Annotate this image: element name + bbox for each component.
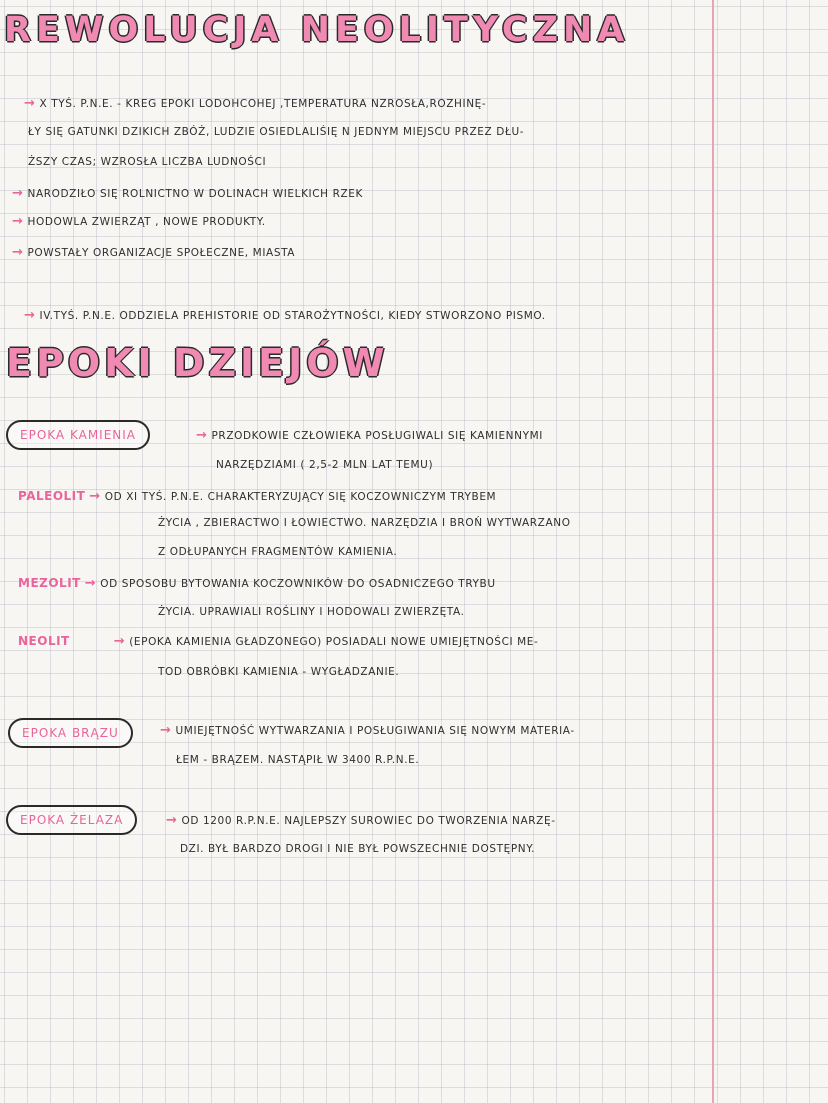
neolit-label: NEOLIT — [18, 634, 70, 648]
neolit-line-2: TOD OBRÓBKI KAMIENIA - WYGŁADZANIE. — [158, 666, 400, 678]
stone-line-2: NARZĘDZIAMI ( 2,5-2 MLN LAT TEMU) — [216, 459, 434, 471]
arrow-icon: → — [12, 214, 24, 229]
intro-line-3: ŻSZY CZAS; WZROSŁA LICZBA LUDNOŚCI — [28, 156, 267, 168]
intro-bullet-3: → POWSTAŁY ORGANIZACJE SPOŁECZNE, MIASTA — [12, 245, 296, 260]
neolit-line-1: NEOLIT → (EPOKA KAMIENIA GŁADZONEGO) POSIADALI NOWE UMIEJĘTNOŚCI ME- — [18, 634, 539, 649]
epoch-bronze-cloud: EPOKA BRĄZU — [8, 718, 133, 748]
paleolit-line-3: Z ODŁUPANYCH FRAGMENTÓW KAMIENIA. — [158, 546, 398, 558]
intro-bullet-2: → HODOWLA ZWIERZĄT , NOWE PRODUKTY. — [12, 214, 266, 229]
mezolit-line-1: MEZOLIT → OD SPOSOBU BYTOWANIA KOCZOWNIKÓW DO OSADNICZEGO TRYBU — [18, 576, 496, 591]
arrow-icon: → — [12, 245, 24, 260]
iron-line-1: → OD 1200 R.P.N.E. NAJLEPSZY SUROWIEC DO TWORZENIA NARZĘ- — [166, 813, 556, 828]
bronze-line-1: → UMIEJĘTNOŚĆ WYTWARZANIA I POSŁUGIWANIA SIĘ NOWYM MATERIA- — [160, 723, 575, 738]
arrow-icon: → — [24, 308, 36, 323]
mezolit-label: MEZOLIT — [18, 576, 81, 590]
bronze-line-2: ŁEM - BRĄZEM. NASTĄPIŁ W 3400 R.P.N.E. — [176, 754, 420, 766]
arrow-icon: → — [160, 723, 172, 738]
intro-bullet-1: → NARODZIŁO SIĘ ROLNICTNO W DOLINACH WIELKICH RZEK — [12, 186, 364, 201]
intro-bullet-4: → IV.TYŚ. P.N.E. ODDZIELA PREHISTORIE OD STAROŻYTNOŚCI, KIEDY STWORZONO PISMO. — [24, 308, 546, 323]
iron-line-2: DZI. BYŁ BARDZO DROGI I NIE BYŁ POWSZECHNIE DOSTĘPNY. — [180, 843, 536, 855]
paleolit-line-1: PALEOLIT → OD XI TYŚ. P.N.E. CHARAKTERYZUJĄCY SIĘ KOCZOWNICZYM TRYBEM — [18, 489, 497, 504]
notebook-margin-line — [712, 0, 714, 1103]
section-title: EPOKI DZIEJÓW — [6, 341, 389, 385]
arrow-icon: → — [89, 489, 101, 504]
arrow-icon: → — [196, 428, 208, 443]
arrow-icon: → — [113, 634, 126, 649]
intro-line-2: ŁY SIĘ GATUNKI DZIKICH ZBÓŻ, LUDZIE OSIEDLALIŚIĘ N JEDNYM MIEJSCU PRZEZ DŁU- — [28, 126, 525, 138]
arrow-icon: → — [12, 186, 24, 201]
page-title: REWOLUCJA NEOLITYCZNA — [4, 10, 630, 50]
paleolit-line-2: ŻYCIA , ZBIERACTWO I ŁOWIECTWO. NARZĘDZIA I BROŃ WYTWARZANO — [158, 517, 571, 529]
arrow-icon: → — [84, 576, 97, 591]
paleolit-label: PALEOLIT — [18, 489, 86, 503]
arrow-icon: → — [24, 96, 36, 111]
stone-line-1: → PRZODKOWIE CZŁOWIEKA POSŁUGIWALI SIĘ KAMIENNYMI — [196, 428, 543, 443]
mezolit-line-2: ŻYCIA. UPRAWIALI ROŚLINY I HODOWALI ZWIERZĘTA. — [158, 606, 465, 618]
arrow-icon: → — [166, 813, 178, 828]
epoch-iron-cloud: EPOKA ŻELAZA — [6, 805, 137, 835]
intro-line-1: → X TYŚ. P.N.E. - KREG EPOKI LODOHCOHEJ ,TEMPERATURA NZROSŁA,ROZHINĘ- — [24, 96, 487, 111]
epoch-stone-cloud: EPOKA KAMIENIA — [6, 420, 150, 450]
